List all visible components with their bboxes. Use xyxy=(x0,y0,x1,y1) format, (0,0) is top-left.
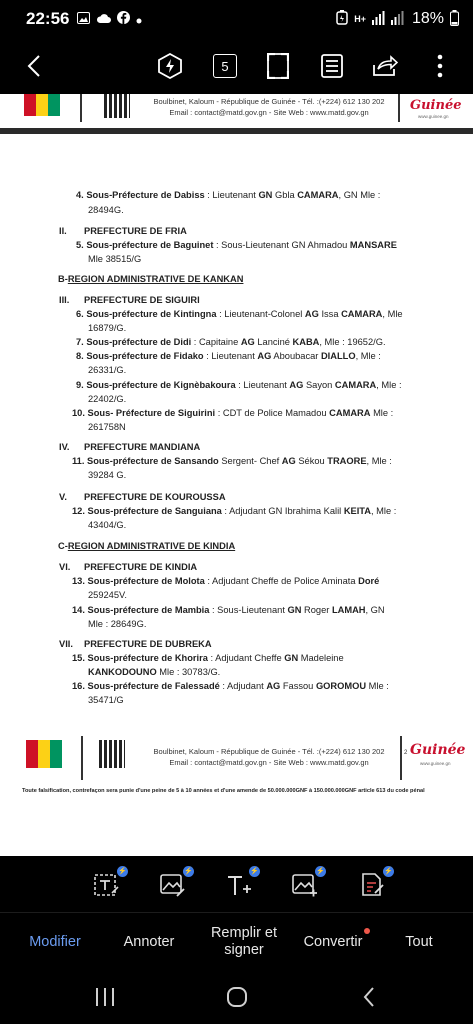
entry-number: 4. xyxy=(76,190,87,200)
address-line: Boulbinet, Kaloum - République de Guinée - Tél. :(+224) 612 130 202 xyxy=(153,97,385,106)
subprefecture-entry xyxy=(76,336,386,349)
page-count-badge: 5 xyxy=(213,54,237,78)
battery-level: 18% xyxy=(411,10,444,27)
entry-number: 16. xyxy=(72,681,88,691)
image-edit-icon[interactable] xyxy=(160,868,193,898)
subprefecture-entry xyxy=(76,189,380,202)
ai-badge-icon: ⚡ xyxy=(184,868,193,875)
subprefecture-entry xyxy=(72,505,396,518)
subprefecture-entry xyxy=(72,455,392,468)
tab-remplir-et-signer[interactable]: Remplir et signer xyxy=(210,925,278,958)
appointee-surname: CAMARA xyxy=(329,408,371,418)
facebook-icon xyxy=(117,11,130,27)
share-button[interactable] xyxy=(369,50,401,82)
gallery-icon xyxy=(77,12,90,27)
tab-tout[interactable]: Tout xyxy=(405,933,433,950)
appointee-surname: MANSARE xyxy=(349,240,397,250)
guinee-logo-url: www.guinee.gn xyxy=(418,114,449,119)
ai-badge-icon: ⚡ xyxy=(118,868,127,875)
subprefecture-entry xyxy=(72,407,393,420)
home-button[interactable] xyxy=(222,982,252,1012)
subprefecture-entry xyxy=(76,350,381,363)
prefecture-number: VI. xyxy=(59,562,71,572)
appointee-first-name: Fassou xyxy=(280,681,316,691)
subprefecture-name: Sous-préfecture de Khorira xyxy=(87,653,208,663)
dot-icon xyxy=(136,12,142,27)
subprefecture-name: Sous-préfecture de Didi xyxy=(86,337,192,347)
subprefecture-name: Sous- Préfecture de Siguirini xyxy=(87,408,216,418)
entry-number: 6. xyxy=(76,309,87,319)
appointee-matricule: , Mle : xyxy=(355,351,381,361)
email-line: Email : contact@matd.gov.gn - Site Web : www.matd.gov.gn xyxy=(169,758,369,767)
ai-badge-icon: ⚡ xyxy=(250,868,259,875)
ai-assistant-button[interactable] xyxy=(154,50,186,82)
appointee-matricule: 43404/G. xyxy=(88,520,127,530)
appointee-surname: LAMAH xyxy=(331,605,366,615)
clock: 22:56 xyxy=(26,9,70,28)
region-title: REGION ADMINISTRATIVE DE KANKAN xyxy=(67,274,244,284)
appointee-rank: : Sous-Lieutenant GN Ahmadou xyxy=(213,240,350,250)
prefecture-heading xyxy=(59,491,226,504)
prefecture-heading xyxy=(59,225,187,238)
appointee-matricule: 26331/G. xyxy=(88,365,127,375)
appointee-matricule: 22402/G. xyxy=(88,394,127,404)
appointee-rank: : CDT de Police Mamadou xyxy=(215,408,330,418)
region-letter: B- xyxy=(58,274,68,284)
appointee-surname: CAMARA xyxy=(334,380,377,390)
more-options-button[interactable] xyxy=(424,50,456,82)
prefecture-title: PREFECTURE DE KINDIA xyxy=(84,562,198,572)
entry-number: 15. xyxy=(72,653,88,663)
entry-number: 12. xyxy=(72,506,88,516)
appointee-rank: : Adjudant GN Ibrahima Kalil xyxy=(221,506,344,516)
corps-abbr: GN xyxy=(258,190,273,200)
appointee-matricule: Mle 38515/G xyxy=(88,254,142,264)
appointee-surname: KABA xyxy=(292,337,320,347)
appointee-matricule: 261758N xyxy=(88,422,126,432)
entry-continuation xyxy=(88,618,146,631)
appointee-rank: : Lieutenant xyxy=(235,380,290,390)
bottom-tab-bar xyxy=(0,912,473,970)
appointee-first-name: Lanciné xyxy=(254,337,293,347)
page-count-button[interactable] xyxy=(209,50,241,82)
subprefecture-entry xyxy=(76,379,402,392)
reading-mode-button[interactable] xyxy=(316,50,348,82)
entry-continuation xyxy=(88,253,141,266)
add-image-icon[interactable] xyxy=(292,868,325,898)
appointee-matricule: Mle : xyxy=(366,681,389,691)
subprefecture-name: Sous-Préfecture de Dabiss xyxy=(86,190,205,200)
entry-continuation xyxy=(88,393,126,406)
appointee-first-name: Sayon xyxy=(303,380,335,390)
document-viewer[interactable] xyxy=(0,94,473,856)
cloud-icon xyxy=(96,12,111,27)
notification-dot-icon xyxy=(364,928,370,934)
appointee-matricule: 16879/G. xyxy=(88,323,127,333)
appointee-rank: : Adjudant xyxy=(219,681,267,691)
appointee-rank: : Lieutenant-Colonel xyxy=(216,309,305,319)
entry-number: 13. xyxy=(72,576,88,586)
entry-continuation xyxy=(88,589,127,602)
edit-tools-bar xyxy=(0,856,473,912)
appointee-matricule: , Mle xyxy=(382,309,403,319)
corps-abbr: AG xyxy=(240,337,255,347)
appointee-first-name: Madeleine xyxy=(298,653,344,663)
appointee-matricule: 35471/G xyxy=(88,695,124,705)
appointee-matricule: 39284 G. xyxy=(88,470,127,480)
region-heading xyxy=(58,273,243,286)
prefecture-number: IV. xyxy=(59,442,70,452)
signal-icon xyxy=(372,11,406,28)
entry-continuation xyxy=(88,364,126,377)
appointee-first-name: Gbla xyxy=(272,190,298,200)
next-page xyxy=(0,800,473,856)
appointee-surname: Doré xyxy=(358,576,380,586)
page-marker: 2 xyxy=(404,750,408,756)
prefecture-heading xyxy=(59,441,200,454)
ai-badge-icon: ⚡ xyxy=(316,868,325,875)
appointee-first-name: Aboubacar xyxy=(271,351,321,361)
tab-annoter[interactable]: Annoter xyxy=(123,933,175,950)
region-letter: C- xyxy=(58,541,68,551)
appointee-matricule: , Mle : xyxy=(371,506,397,516)
status-bar xyxy=(0,0,473,38)
corps-abbr: AG xyxy=(266,681,281,691)
entry-continuation xyxy=(88,322,126,335)
address-line: Boulbinet, Kaloum - République de Guinée - Tél. :(+224) 612 130 202 xyxy=(153,747,385,756)
tab-convertir[interactable] xyxy=(290,913,376,971)
entry-continuation xyxy=(88,666,220,679)
appointee-matricule: , Mle : xyxy=(366,456,392,466)
appointee-matricule: Mle : xyxy=(370,408,394,418)
tab-convertir-label: Convertir xyxy=(303,933,363,950)
entry-number: 9. xyxy=(76,380,87,390)
prefecture-title: PREFECTURE MANDIANA xyxy=(84,442,201,452)
appointee-matricule: , GN xyxy=(365,605,385,615)
previous-page-footer xyxy=(0,94,473,128)
appointee-first-name: Sékou xyxy=(295,456,328,466)
subprefecture-name: Sous-préfecture de Molota xyxy=(87,576,205,586)
prefecture-title: PREFECTURE DE DUBREKA xyxy=(84,639,212,649)
prefecture-title: PREFECTURE DE SIGUIRI xyxy=(84,295,200,305)
battery-icon xyxy=(450,10,459,29)
subprefecture-name: Sous-préfecture de Baguinet xyxy=(86,240,214,250)
divider xyxy=(80,94,82,122)
system-nav-bar xyxy=(0,970,473,1024)
appointee-matricule: Mle : 30783/G. xyxy=(156,667,221,677)
entry-continuation xyxy=(88,421,126,434)
appointee-rank: Sergent- Chef xyxy=(218,456,282,466)
appointee-surname: TRAORE xyxy=(327,456,367,466)
fit-page-button[interactable] xyxy=(262,50,294,82)
prefecture-heading xyxy=(59,638,212,651)
email-line: Email : contact@matd.gov.gn - Site Web : www.matd.gov.gn xyxy=(169,108,369,117)
appointee-rank: : Adjudant Cheffe de Police Aminata xyxy=(204,576,359,586)
appointee-surname: DIALLO xyxy=(320,351,356,361)
entry-continuation xyxy=(88,469,126,482)
appointee-rank: : Lieutenant xyxy=(204,190,259,200)
corps-abbr: AG xyxy=(289,380,304,390)
appointee-rank: : Sous-Lieutenant xyxy=(209,605,288,615)
subprefecture-name: Sous-préfecture de Fidako xyxy=(86,351,204,361)
subprefecture-name: Sous-préfecture de Mambia xyxy=(87,605,210,615)
corps-abbr: AG xyxy=(281,456,296,466)
divider xyxy=(400,736,402,780)
subprefecture-name: Sous-préfecture de Sanguiana xyxy=(87,506,222,516)
entry-number: 5. xyxy=(76,240,87,250)
appointee-matricule: , Mle : xyxy=(376,380,402,390)
penalty-notice: Toute falsification, contrefaçon sera punie d'une peine de 5 à 10 années et d'une amende de 50.000.000GNF à 150.000.000GNF article 613 du code pénal xyxy=(22,788,425,794)
appointee-matricule: 28494G. xyxy=(88,205,124,215)
add-text-icon[interactable] xyxy=(226,868,259,898)
subprefecture-entry xyxy=(76,308,403,321)
subprefecture-entry xyxy=(72,652,344,665)
subprefecture-entry xyxy=(72,604,385,617)
guinea-flag xyxy=(24,94,60,116)
entry-number: 14. xyxy=(72,605,88,615)
subprefecture-entry xyxy=(72,575,379,588)
viewer-toolbar xyxy=(0,38,473,94)
subprefecture-name: Sous-préfecture de Kignèbakoura xyxy=(86,380,236,390)
back-nav-button[interactable] xyxy=(354,982,384,1012)
ai-badge-icon: ⚡ xyxy=(384,868,393,875)
qr-code xyxy=(99,740,125,768)
appointee-first-name: Issa xyxy=(318,309,342,319)
guinee-logo: Guinée xyxy=(410,742,466,758)
corps-abbr: GN xyxy=(284,653,299,663)
appointee-rank: : Adjudant Cheffe xyxy=(207,653,285,663)
prefecture-heading xyxy=(59,561,197,574)
appointee-surname: CAMARA xyxy=(341,309,383,319)
prefecture-title: PREFECTURE DE FRIA xyxy=(84,226,187,236)
footer-address xyxy=(138,746,400,768)
subprefecture-name: Sous-préfecture de Sansando xyxy=(87,456,219,466)
appointee-surname: KEITA xyxy=(343,506,372,516)
prefecture-number: III. xyxy=(59,295,70,305)
appointee-rank: : Lieutenant xyxy=(203,351,258,361)
appointee-surname: GOROMOU xyxy=(315,681,367,691)
appointee-matricule: Mle : 28649G. xyxy=(88,619,147,629)
guinee-logo: Guinée xyxy=(410,98,462,113)
back-button[interactable] xyxy=(18,50,50,82)
prefecture-number: VII. xyxy=(59,639,73,649)
entry-number: 10. xyxy=(72,408,88,418)
subprefecture-entry xyxy=(72,680,389,693)
appointee-matricule: , GN Mle : xyxy=(338,190,381,200)
subprefecture-name: Sous-préfecture de Kintingna xyxy=(86,309,217,319)
qr-code xyxy=(104,94,130,118)
prefecture-number: V. xyxy=(59,492,67,502)
prefecture-heading xyxy=(59,294,200,307)
appointee-matricule: 259245V. xyxy=(88,590,127,600)
entry-continuation xyxy=(88,519,126,532)
divider xyxy=(398,94,400,122)
guinea-flag xyxy=(26,740,62,768)
subprefecture-name: Sous-préfecture de Falessadé xyxy=(87,681,220,691)
corps-abbr: GN xyxy=(287,605,302,615)
appointee-first-name: Roger xyxy=(301,605,332,615)
subprefecture-entry xyxy=(76,239,397,252)
entry-number: 8. xyxy=(76,351,87,361)
region-heading xyxy=(58,540,235,553)
appointee-matricule: , Mle : 19652/G. xyxy=(319,337,386,347)
page-edit-icon[interactable] xyxy=(360,868,393,898)
document-page xyxy=(0,134,473,856)
prefecture-title: PREFECTURE DE KOUROUSSA xyxy=(84,492,226,502)
entry-number: 7. xyxy=(76,337,87,347)
prefecture-number: II. xyxy=(59,226,67,236)
region-title: REGION ADMINISTRATIVE DE KINDIA xyxy=(67,541,236,551)
guinee-logo-url: www.guinee.gn xyxy=(420,761,451,766)
entry-continuation xyxy=(88,694,124,707)
entry-number: 11. xyxy=(72,456,87,466)
battery-saver-icon xyxy=(336,10,348,28)
appointee-surname: KANKODOUNO xyxy=(88,667,157,677)
network-type: H+ xyxy=(354,13,366,24)
entry-continuation xyxy=(88,204,124,217)
appointee-rank: : Capitaine xyxy=(191,337,241,347)
recent-apps-button[interactable] xyxy=(90,982,120,1012)
text-box-edit-icon[interactable] xyxy=(94,868,127,898)
appointee-surname: CAMARA xyxy=(297,190,339,200)
tab-modifier[interactable]: Modifier xyxy=(29,933,81,950)
divider xyxy=(81,736,83,780)
corps-abbr: AG xyxy=(257,351,272,361)
corps-abbr: AG xyxy=(304,309,319,319)
footer-address xyxy=(138,96,400,118)
